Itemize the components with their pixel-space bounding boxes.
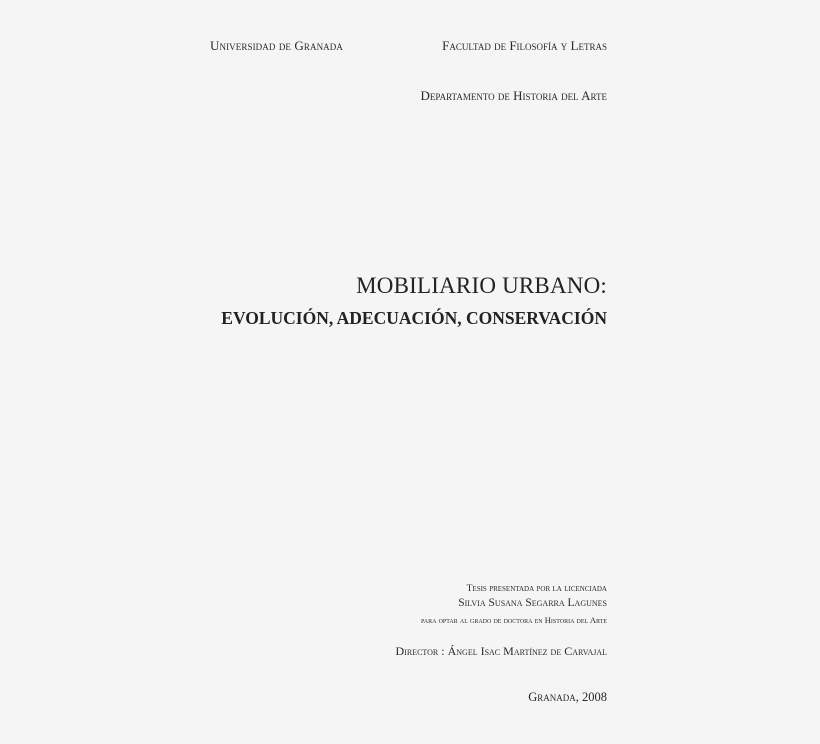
degree-line: para optar al grado de doctora en Historia del Arte bbox=[421, 615, 607, 625]
thesis-subtitle: EVOLUCIÓN, ADECUACIÓN, CONSERVACIÓN bbox=[221, 308, 607, 328]
university-name: Universidad de Granada bbox=[210, 38, 343, 53]
director-line: Director : Ángel Isac Martínez de Carvajal bbox=[395, 644, 607, 658]
department-name: Departamento de Historia del Arte bbox=[420, 88, 607, 103]
presented-by-line: Tesis presentada por la licenciada bbox=[466, 584, 607, 594]
author-name: Silvia Susana Segarra Lagunes bbox=[458, 597, 607, 609]
place-date: Granada, 2008 bbox=[528, 690, 607, 704]
thesis-title: MOBILIARIO URBANO: bbox=[356, 273, 607, 298]
faculty-name: Facultad de Filosofía y Letras bbox=[442, 38, 607, 53]
